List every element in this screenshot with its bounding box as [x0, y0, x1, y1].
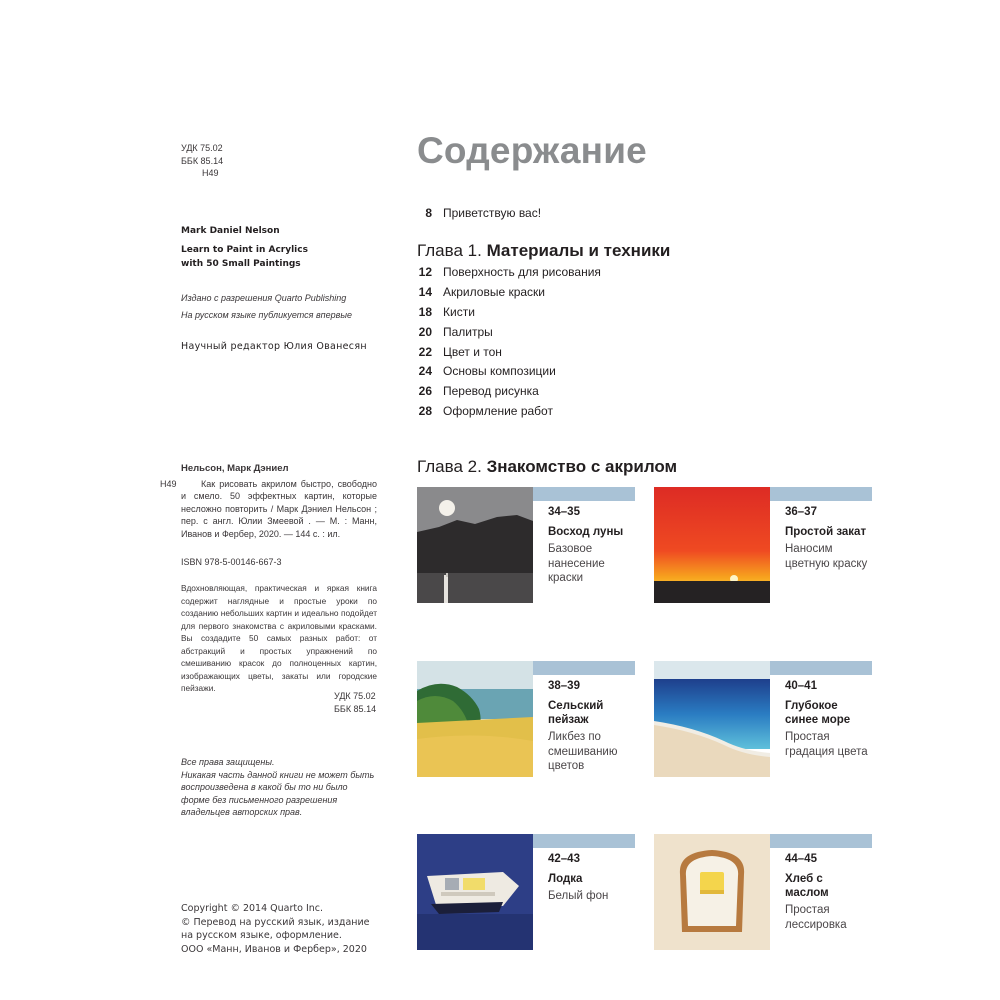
- toc-item[interactable]: [417, 305, 475, 319]
- title-original: [181, 243, 308, 271]
- toc-item-label: Основы композиции: [443, 364, 556, 378]
- landscape-painting: [417, 661, 533, 777]
- sunset-painting: [654, 487, 770, 603]
- toc-item-intro[interactable]: [417, 206, 541, 220]
- boat-painting: [417, 834, 533, 950]
- chapter-name: Материалы и техники: [486, 241, 671, 260]
- toc-item[interactable]: [417, 384, 539, 398]
- lesson-pages: 36–37: [785, 506, 817, 518]
- lesson-info: [548, 506, 638, 586]
- toc-item[interactable]: [417, 285, 545, 299]
- toc-item-label: Поверхность для рисования: [443, 265, 601, 279]
- rights-title: Все права защищены.: [181, 757, 275, 767]
- toc-item-label: Кисти: [443, 305, 475, 319]
- lesson-bar: [533, 834, 635, 848]
- chapter-number: Глава 2.: [417, 457, 482, 476]
- toc-item-label: Акриловые краски: [443, 285, 545, 299]
- lesson-name: Восход луны: [548, 526, 624, 538]
- lesson-card-bread[interactable]: [654, 834, 872, 950]
- toc-page-number: 20: [418, 325, 432, 339]
- lesson-subtitle: Наносим цветную краску: [785, 543, 868, 570]
- bread-painting: [654, 834, 770, 950]
- lesson-bar: [533, 661, 635, 675]
- toc-title: Содержание: [417, 130, 647, 171]
- lesson-card-landscape[interactable]: [417, 661, 635, 777]
- rights-text: Никакая часть данной книги не может быть воспроизведена в какой бы то ни было форме без письменного разрешения владельцев авторских прав.: [181, 769, 375, 817]
- toc-item-label: Палитры: [443, 325, 493, 339]
- lesson-info: [785, 506, 875, 571]
- lesson-subtitle: Простая градация цвета: [785, 731, 868, 758]
- title-original-line: Learn to Paint in Acrylics: [181, 245, 308, 255]
- toc-page-number: 8: [425, 206, 432, 220]
- lesson-subtitle: Ликбез по смешиванию цветов: [548, 731, 618, 772]
- lesson-card-boat[interactable]: [417, 834, 635, 950]
- lesson-card-moonrise[interactable]: [417, 487, 635, 603]
- lesson-pages: 38–39: [548, 680, 580, 692]
- lesson-bar: [533, 487, 635, 501]
- toc-page-number: 24: [418, 364, 432, 378]
- toc-item-label: Перевод рисунка: [443, 384, 539, 398]
- lesson-pages: 44–45: [785, 853, 817, 865]
- title-original-line: with 50 Small Paintings: [181, 259, 301, 269]
- copyright-line: ООО «Манн, Иванов и Фербер», 2020: [181, 943, 367, 955]
- udk-block-bottom: [334, 690, 376, 715]
- lesson-card-sea[interactable]: [654, 661, 872, 777]
- lesson-bar: [770, 661, 872, 675]
- toc-item[interactable]: [417, 265, 601, 279]
- chapter-name: Знакомство с акрилом: [486, 457, 678, 476]
- author-mark: Н49: [202, 168, 219, 178]
- udk-block-top: [181, 142, 223, 180]
- udk-code: УДК 75.02: [334, 691, 376, 701]
- lesson-subtitle: Базовое нанесение краски: [548, 543, 605, 584]
- catalog-author: Нельсон, Марк Дэниел: [181, 463, 289, 474]
- catalog-record: [160, 463, 377, 540]
- lesson-pages: 42–43: [548, 853, 580, 865]
- publication-permission: Издано с разрешения Quarto Publishing: [181, 293, 347, 303]
- isbn: ISBN 978-5-00146-667-3: [181, 557, 282, 567]
- lesson-pages: 34–35: [548, 506, 580, 518]
- chapter-2-heading[interactable]: [417, 457, 677, 477]
- lesson-name: Лодка: [548, 873, 583, 885]
- toc-item[interactable]: [417, 404, 553, 418]
- bbk-code: ББК 85.14: [181, 155, 224, 166]
- toc-item-label: Цвет и тон: [443, 345, 502, 359]
- toc-item-label: Приветствую вас!: [443, 206, 542, 220]
- lesson-subtitle: Простая лессировка: [785, 904, 847, 931]
- toc-page-number: 12: [418, 265, 432, 279]
- moonrise-painting: [417, 487, 533, 603]
- lesson-name: Сельский пейзаж: [548, 700, 604, 726]
- copyright-line: на русском языке, оформление.: [181, 930, 342, 941]
- lesson-bar: [770, 487, 872, 501]
- lesson-subtitle: Белый фон: [548, 890, 609, 902]
- publication-note: [181, 290, 352, 324]
- toc-page-number: 28: [418, 404, 432, 418]
- catalog-description: Как рисовать акрилом быстро, свободно и смело. 50 эффектных картин, которые несложно повторить / Марк Дэниел Нельсон ; пер. с англ. Юлии Змеевой . — М. : Манн, Иванов и Фербер, 2020. — 144 с. : ил.: [181, 478, 377, 539]
- lesson-info: [548, 853, 638, 904]
- toc-page-number: 26: [418, 384, 432, 398]
- lesson-name: Простой закат: [785, 526, 867, 538]
- annotation: Вдохновляющая, практическая и яркая книга содержит наглядные и простые уроки по созданию небольших картин и идеально подойдет для первого знакомства с акриловыми красками. Вы создадите 50 самых разных работ: от абстракций и простых упражнений по смешиванию красок до полноценных картин, изображающих цветы, закаты или городские пейзажи.: [181, 583, 377, 693]
- lesson-info: [785, 680, 875, 759]
- chapter-1-heading[interactable]: [417, 241, 670, 261]
- toc-page-number: 18: [418, 305, 432, 319]
- toc-item[interactable]: [417, 345, 502, 359]
- copyright-line: © Перевод на русский язык, издание: [181, 916, 370, 928]
- lesson-name: Хлеб с маслом: [785, 873, 829, 899]
- lesson-name: Глубокое синее море: [785, 700, 851, 726]
- toc-item[interactable]: [417, 364, 556, 378]
- toc-item[interactable]: [417, 325, 493, 339]
- lesson-pages: 40–41: [785, 680, 817, 692]
- toc-item-label: Оформление работ: [443, 404, 553, 418]
- udk-code: УДК 75.02: [181, 143, 223, 153]
- copyright: [181, 902, 370, 956]
- lesson-info: [785, 853, 875, 932]
- lesson-bar: [770, 834, 872, 848]
- author-original: Mark Daniel Nelson: [181, 226, 280, 236]
- chapter-number: Глава 1.: [417, 241, 482, 260]
- scientific-editor: Научный редактор Юлия Ованесян: [181, 341, 367, 352]
- copyright-line: Copyright © 2014 Quarto Inc.: [181, 903, 324, 914]
- lesson-info: [548, 680, 638, 774]
- toc-page-number: 22: [418, 345, 432, 359]
- publication-first: На русском языке публикуется впервые: [181, 310, 352, 320]
- lesson-card-sunset[interactable]: [654, 487, 872, 603]
- catalog-code: Н49: [160, 479, 177, 489]
- sea-painting: [654, 661, 770, 777]
- bbk-code: ББК 85.14: [334, 703, 377, 714]
- toc-page-number: 14: [418, 285, 432, 299]
- rights-notice: [181, 756, 377, 819]
